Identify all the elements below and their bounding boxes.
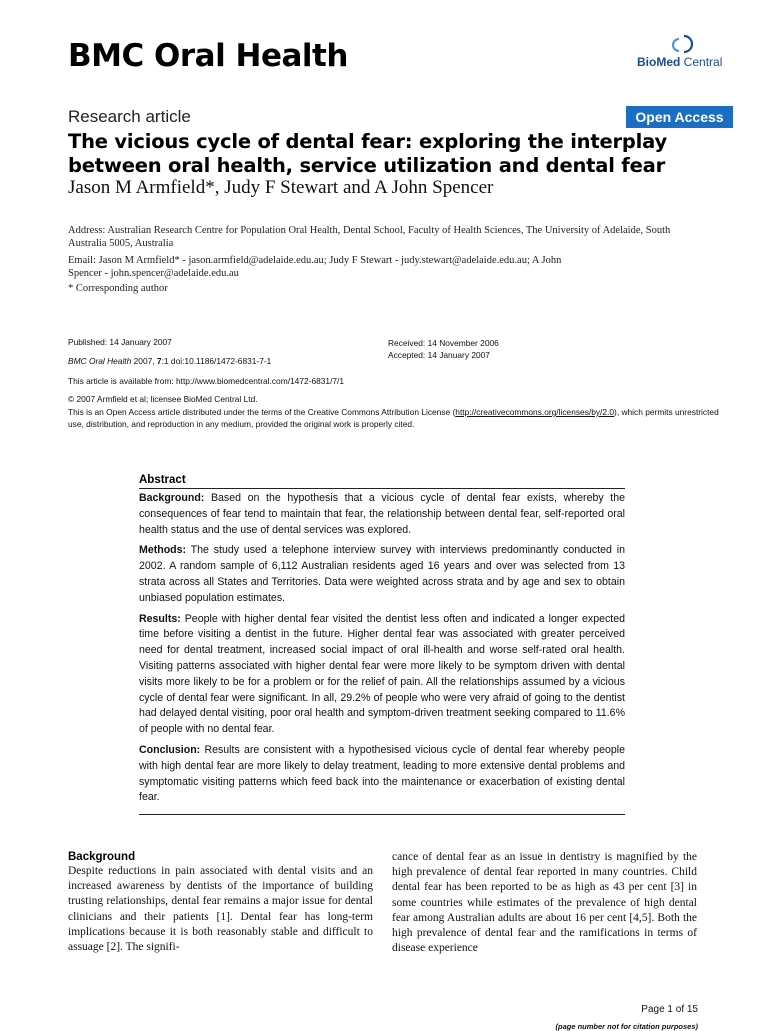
page-number-note: (page number not for citation purposes) <box>555 1022 698 1031</box>
body-column-right <box>392 850 697 956</box>
corresponding-author-note: * Corresponding author <box>68 283 168 294</box>
body-text-left: Despite reductions in pain associated with dental visits and an increased awareness by dentists of the importance of building trusting relationships, dental fear remains a major issue for dental clinicians and their patients [1]. Dental fear has long-term implications because it is both reasonably stable and difficult to assuage [2]. The signifi- <box>68 865 373 954</box>
license-notice: This is an Open Access article distributed under the terms of the Creative Commons Attribution License (http://creativecommons.org/licenses/by/2.0), which permits unrestricted use, distribution, and reproduction in any medium, provided the original work is properly cited. <box>68 407 719 429</box>
copyright-notice: © 2007 Armfield et al; licensee BioMed Central Ltd. <box>68 394 258 404</box>
citation-line: BMC Oral Health 2007, 7:1 doi:10.1186/1472-6831-7-1 <box>68 356 272 366</box>
page-number: Page 1 of 15 <box>641 1004 698 1015</box>
body-column-left <box>68 850 373 955</box>
body-text-right: cance of dental fear as an issue in dentistry is magnified by the high prevalence of dental fear reported in many countries. Child dental fear has been reported to be as high as 43 per cent [3] in some countries while estimates of the prevalence of high dental fear among Australian adults are about 16 per cent [4,5]. Both the high prevalence of dental fear and the ramifications in terms of disease experience <box>392 851 697 955</box>
article-type: Research article <box>68 107 191 126</box>
article-title: The vicious cycle of dental fear: exploring the interplay between oral health, service utilization and dental fear <box>68 130 668 177</box>
abstract-background: Background: Based on the hypothesis that a vicious cycle of dental fear exists, whereby the consequences of fear tend to maintain that fear, the relationship between dental fear, self-reported oral health status and the use of dental services was explored. <box>139 492 625 536</box>
author-list: Jason M Armfield*, Judy F Stewart and A John Spencer <box>68 177 494 198</box>
abstract-conclusion: Conclusion: Results are consistent with a hypothesised vicious cycle of dental fear whereby people with high dental fear are more likely to delay treatment, leading to more extensive dental problems and symptomatic visiting patterns which feed back into the maintenance or exacerbation of existing dental fear. <box>139 743 625 804</box>
journal-title: BMC Oral Health <box>68 38 348 74</box>
accepted-date: Accepted: 14 January 2007 <box>388 350 490 360</box>
abstract-methods: Methods: The study used a telephone interview survey with interviews predominantly conducted in 2002. A random sample of 6,112 Australian residents aged 16 years and over was selected from 13 strata across all States and Territories. Data were weighted across strata and by age and sex to obtain unbiased population estimates. <box>139 544 625 604</box>
abstract-heading: Abstract <box>139 474 625 489</box>
abstract-box <box>139 474 625 815</box>
article-url[interactable]: This article is available from: http://www.biomedcentral.com/1472-6831/7/1 <box>68 376 345 386</box>
published-date: Published: 14 January 2007 <box>68 337 172 347</box>
received-date: Received: 14 November 2006 <box>388 338 499 348</box>
biomed-central-logo[interactable] <box>637 32 737 72</box>
author-emails[interactable]: Email: Jason M Armfield* - jason.armfield@adelaide.edu.au; Judy F Stewart - judy.stewart@adelaide.edu.au; A John Spencer - john.spencer@adelaide.edu.au <box>68 255 562 279</box>
author-address: Address: Australian Research Centre for Population Oral Health, Dental School, Faculty of Health Sciences, The University of Adelaide, South Australia 5005, Australia <box>68 225 671 249</box>
section-heading-background: Background <box>68 851 136 863</box>
license-link[interactable]: http://creativecommons.org/licenses/by/2.0 <box>455 407 615 417</box>
abstract-results: Results: People with higher dental fear visited the dentist less often and indicated a longer expected time before visiting a dentist in the future. Higher dental fear was associated with greater perceived need for dental treatment, increased social impact of oral ill-health and worse self-rated oral health. Visiting patterns associated with higher dental fear were more likely to be symptom driven with dental visits more likely to be for a problem or for the relief of pain. All the relationships assumed by a vicious cycle of dental fear were significant. In all, 29.2% of people who were very afraid of going to the dentist had delayed dental visiting, poor oral health and symptom-driven treatment seeking compared to 11.6% of people with no dental fear. <box>139 612 625 736</box>
open-access-badge: Open Access <box>626 106 733 128</box>
abstract-divider <box>139 814 625 815</box>
logo-wordmark: BioMed Central <box>637 55 723 69</box>
